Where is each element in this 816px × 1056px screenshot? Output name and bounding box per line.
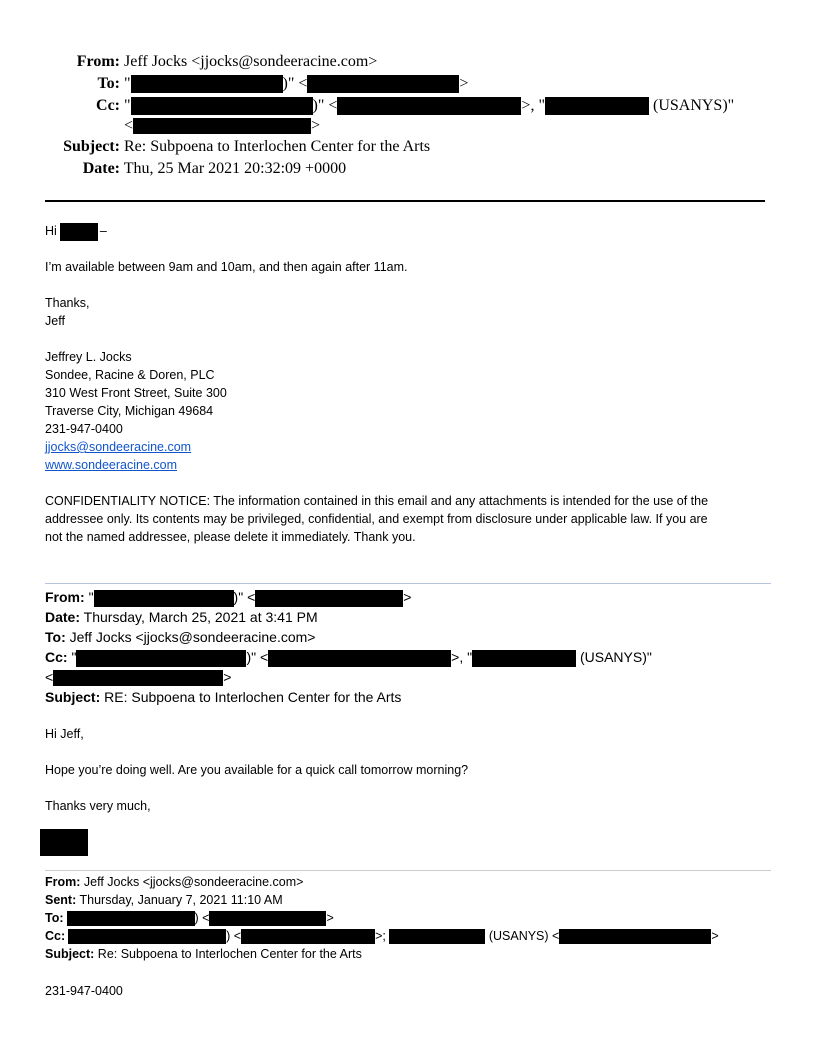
quoted2-subject-label: Subject: — [45, 947, 95, 961]
quoted-cc-sep-1: " — [71, 649, 77, 665]
quoted2-sent-value: Thursday, January 7, 2021 11:10 AM — [79, 893, 283, 907]
redaction-block — [545, 97, 649, 115]
greeting-prefix: Hi — [45, 224, 57, 238]
quoted-divider-2 — [45, 870, 771, 871]
quoted-cc-row — [45, 647, 652, 667]
redaction-block — [241, 929, 375, 944]
quoted2-cc-sep-1: ) < — [226, 929, 242, 943]
quoted2-cc-sep-4: > — [711, 929, 719, 943]
quoted2-phone: 231-947-0400 — [45, 984, 123, 998]
quoted-to-value: Jeff Jocks <jjocks@sondeeracine.com> — [69, 629, 316, 645]
to-sep-1: " — [124, 75, 131, 92]
cc-sep-4: (USANYS)" — [648, 97, 735, 114]
redaction-block — [307, 75, 459, 93]
quoted-to-row — [45, 627, 315, 647]
quoted2-from-label: From: — [45, 875, 81, 889]
header-from-value: Jeff Jocks <jjocks@sondeeracine.com> — [124, 53, 378, 70]
confidentiality-notice-line-1: CONFIDENTIALITY NOTICE: The information contained in this email and any attachments is intended for the use of the — [45, 494, 709, 508]
redaction-block — [60, 223, 98, 241]
quoted2-from-value: Jeff Jocks <jjocks@sondeeracine.com> — [83, 875, 304, 889]
header-date-row — [40, 159, 346, 179]
quoted2-cc-label: Cc: — [45, 929, 66, 943]
redaction-block — [255, 590, 403, 607]
cc2-sep-2: > — [311, 117, 321, 134]
quoted-from-sep-2: )" < — [233, 589, 256, 605]
header-cc-label: Cc: — [96, 97, 120, 114]
quoted2-cc-row — [45, 927, 719, 945]
greeting-suffix: – — [99, 224, 107, 238]
cc2-sep-1: < — [124, 117, 134, 134]
quoted2-sent-row — [45, 891, 283, 909]
sender-first-name: Jeff — [45, 314, 65, 328]
header-from-label: From: — [76, 53, 120, 70]
body-text: I’m available between 9am and 10am, and then again after 11am. — [45, 260, 408, 274]
header-cc-row-2 — [124, 116, 320, 136]
greeting — [45, 222, 107, 241]
quoted-from-label: From: — [45, 589, 85, 605]
signature-email-link[interactable]: jjocks@sondeeracine.com — [45, 440, 192, 454]
redaction-block — [268, 650, 451, 667]
quoted2-to-row — [45, 909, 334, 927]
header-subject-label: Subject: — [63, 138, 120, 155]
quoted2-from-row — [45, 873, 303, 891]
redaction-block — [389, 929, 485, 944]
quoted2-cc-sep-2: >; — [375, 929, 386, 943]
quoted-divider — [45, 583, 771, 584]
signature-street: 310 West Front Street, Suite 300 — [45, 386, 227, 400]
quoted-cc-sep-3: >, " — [451, 649, 473, 665]
header-from-row — [40, 52, 377, 72]
quoted2-sent-label: Sent: — [45, 893, 77, 907]
quoted-subject-value: RE: Subpoena to Interlochen Center for the Arts — [104, 689, 402, 705]
closing: Thanks, — [45, 296, 90, 310]
signature-website-link[interactable]: www.sondeeracine.com — [45, 458, 178, 472]
cc-sep-3: >, " — [521, 97, 545, 114]
redacted-signature-block — [40, 829, 88, 856]
quoted-subject-label: Subject: — [45, 689, 101, 705]
quoted-cc-row-2 — [45, 667, 231, 687]
quoted-from-sep-3: > — [403, 589, 412, 605]
quoted-date-label: Date: — [45, 609, 81, 625]
cc-sep-2: )" < — [312, 97, 338, 114]
redaction-block — [337, 97, 521, 115]
quoted-cc-sep-4: (USANYS)" — [576, 649, 652, 665]
quoted-subject-row — [45, 687, 401, 707]
quoted-cc2-sep-2: > — [223, 669, 232, 685]
redaction-block — [209, 911, 326, 926]
signature-city: Traverse City, Michigan 49684 — [45, 404, 214, 418]
redaction-block — [131, 75, 283, 93]
redaction-block — [559, 929, 711, 944]
signature-phone: 231-947-0400 — [45, 422, 123, 436]
redaction-block — [472, 650, 576, 667]
to-sep-2: )" < — [282, 75, 308, 92]
signature-firm: Sondee, Racine & Doren, PLC — [45, 368, 215, 382]
header-to-row — [40, 74, 468, 94]
redaction-block — [53, 670, 223, 686]
quoted2-to-label: To: — [45, 911, 64, 925]
quoted-cc2-sep-1: < — [45, 669, 54, 685]
quoted-closing: Thanks very much, — [45, 799, 151, 813]
header-subject-row — [40, 137, 430, 157]
quoted2-cc-sep-3: (USANYS) < — [485, 929, 560, 943]
quoted-cc-sep-2: )" < — [246, 649, 269, 665]
redaction-block — [131, 97, 313, 115]
quoted2-to-sep-2: > — [326, 911, 334, 925]
quoted-from-sep-1: " — [88, 589, 94, 605]
quoted-from-row — [45, 587, 411, 607]
quoted2-to-sep-1: ) < — [194, 911, 210, 925]
quoted-body: Hope you’re doing well. Are you available for a quick call tomorrow morning? — [45, 763, 469, 777]
quoted2-subject-value: Re: Subpoena to Interlochen Center for the Arts — [97, 947, 362, 961]
redaction-block — [76, 650, 246, 667]
header-date-value: Thu, 25 Mar 2021 20:32:09 +0000 — [123, 160, 347, 177]
confidentiality-notice-line-2: addressee only. Its contents may be privileged, confidential, and exempt from disclosure under applicable law. If you are — [45, 512, 708, 526]
header-to-label: To: — [97, 75, 120, 92]
quoted2-subject-row — [45, 945, 362, 963]
quoted-date-row — [45, 607, 318, 627]
quoted-to-label: To: — [45, 629, 66, 645]
redaction-block — [133, 118, 311, 134]
header-divider — [45, 200, 765, 202]
redaction-block — [68, 929, 226, 944]
confidentiality-notice-line-3: not the named addressee, please delete it immediately. Thank you. — [45, 530, 416, 544]
cc-sep-1: " — [124, 97, 131, 114]
header-date-label: Date: — [82, 160, 120, 177]
header-cc-row — [40, 96, 734, 116]
quoted-cc-label: Cc: — [45, 649, 68, 665]
header-subject-value: Re: Subpoena to Interlochen Center for the Arts — [124, 138, 431, 155]
quoted-date-value: Thursday, March 25, 2021 at 3:41 PM — [83, 609, 318, 625]
to-sep-3: > — [459, 75, 469, 92]
quoted-greeting: Hi Jeff, — [45, 727, 84, 741]
signature-name: Jeffrey L. Jocks — [45, 350, 132, 364]
redaction-block — [67, 911, 195, 926]
redaction-block — [94, 590, 234, 607]
